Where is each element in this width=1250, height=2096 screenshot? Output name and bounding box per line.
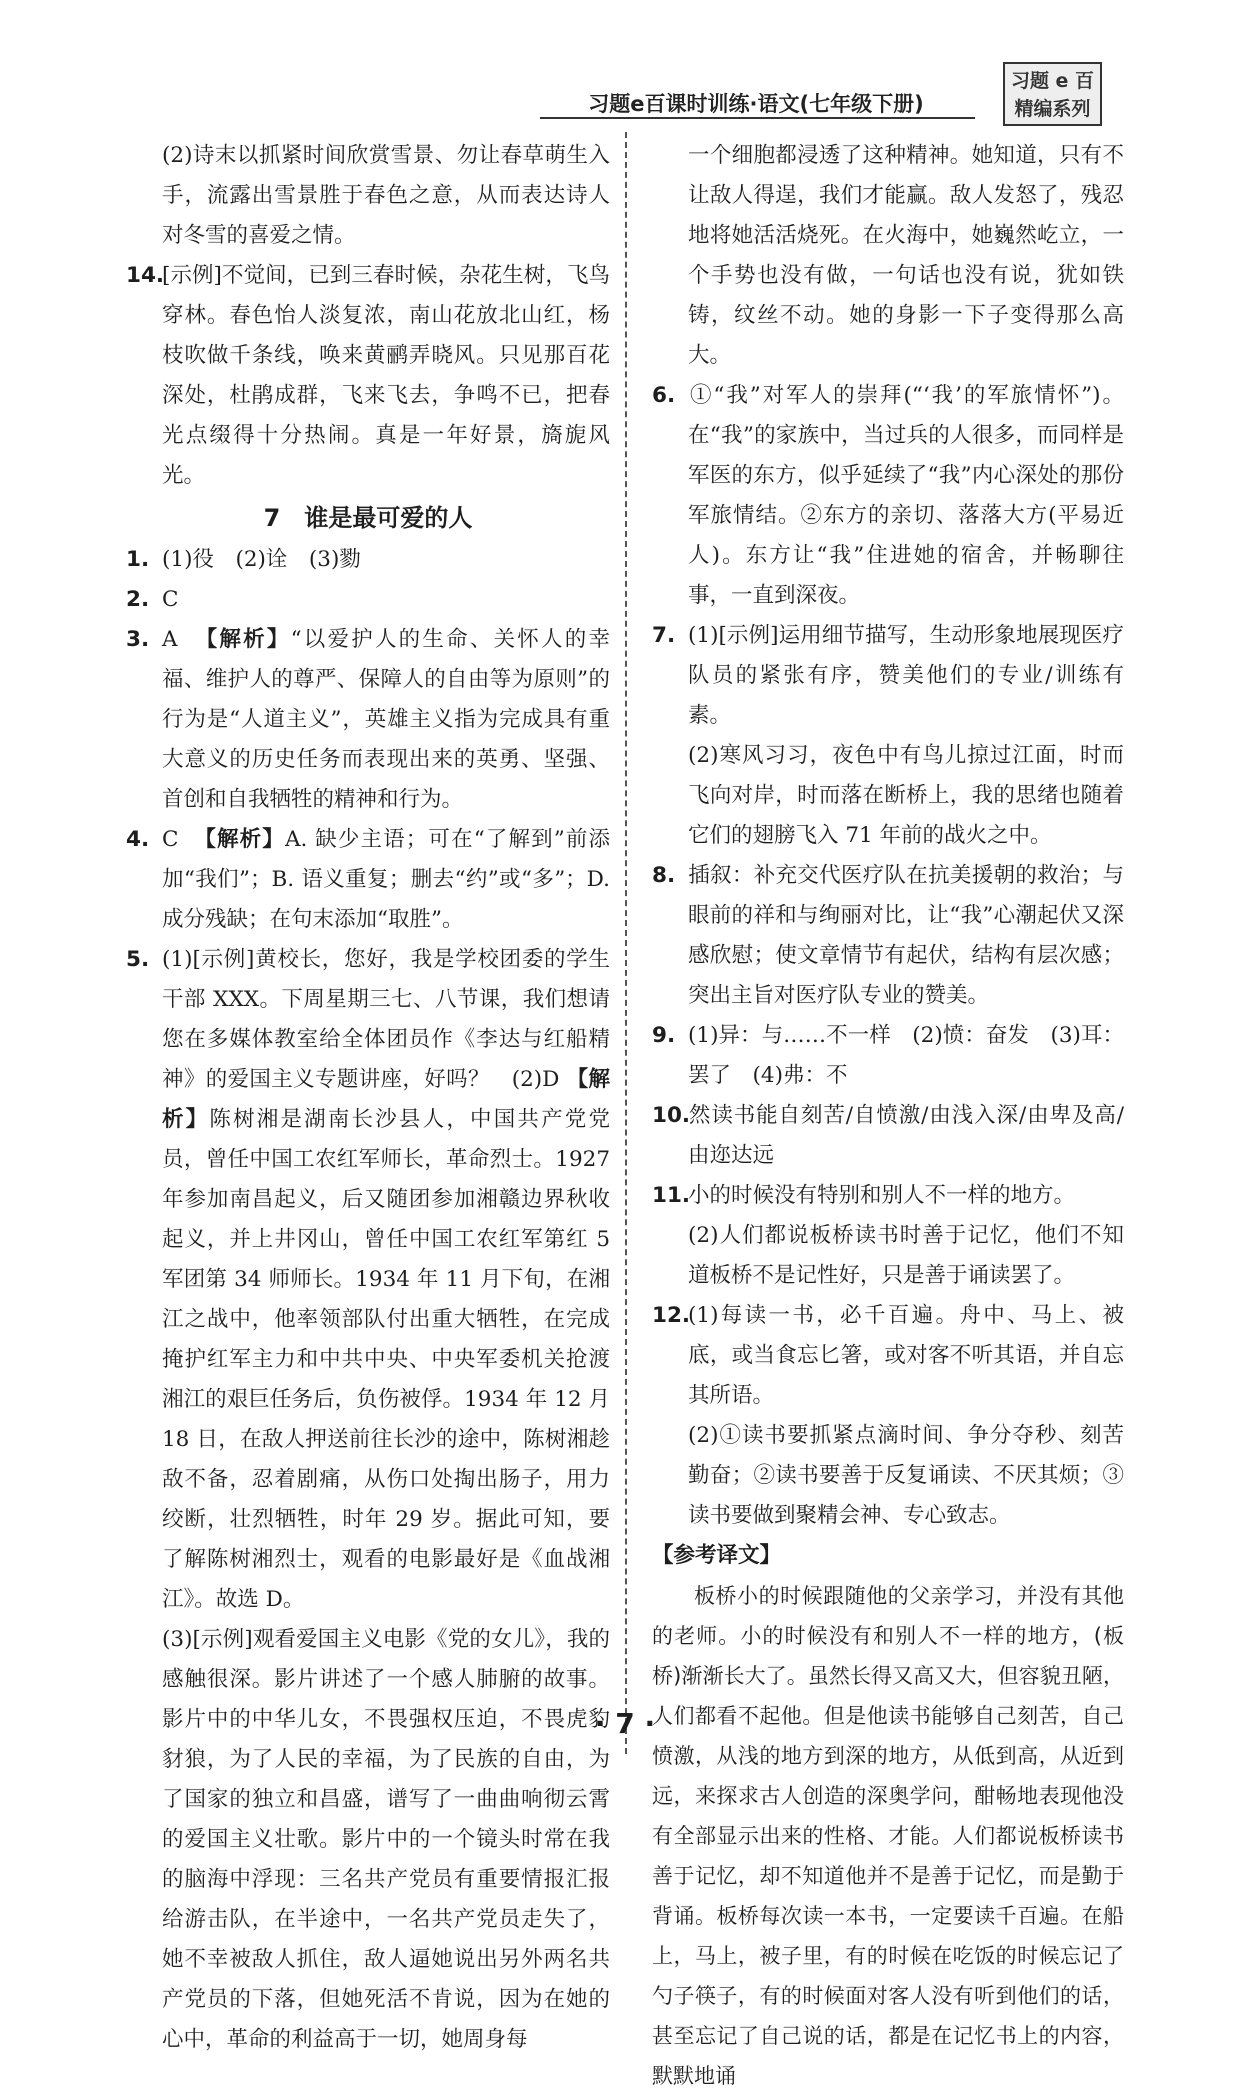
header-rule [540, 117, 975, 119]
answer-text: 陈树湘是湖南长沙县人，中国共产党党员，曾任中国工农红军师长，革命烈士。1927 年参加南昌起义，后又随团参加湘赣边界秋收起义，并上井冈山，曾任中国工农红军第红 5 军团第 34 师师长。1934 年 11 月下旬，在湘江之战中，他率领部队付出重大牺牲，在完成掩护红军主力和中共中央、中央军委机关抢渡湘江的艰巨任务后，负伤被俘。1934 年 12 月 18 日，在敌人押送前往长沙的途中，陈树湘趁敌不备，忍着剧痛，从伤口处掏出肠子，用力绞断，壮烈牺牲，时年 29 岁。据此可知，要了解陈树湘烈士，观看的电影最好是《血战湘江》。故选 D。 [162, 1107, 610, 1612]
answer-number: 5. [126, 947, 150, 972]
column-divider [625, 132, 627, 1754]
reference-translation: 板桥小的时候跟随他的父亲学习，并没有其他的老师。小的时候没有和别人不一样的地方，(板桥)渐渐长大了。虽然长得又高又大，但容貌丑陋，人们都看不起他。但是他读书能够自己刻苦，自己愤激，从浅的地方到深的地方，从低到高，从近到远，来探求古人创造的深奥学问，酣畅地表现他没有全部显示出来的性格、才能。人们都说板桥读书善于记忆，却不知道他并不是善于记忆，而是勤于背诵。板桥每次读一本书，一定要读千百遍。在船上，马上，被子里，有的时候在吃饭的时候忘记了勺子筷子，有的时候面对客人没有听到他们的话，甚至忘记了自己说的话，都是在记忆书上的内容，默默地诵 [652, 1584, 1124, 2088]
answer-text: (1)每读一书，必千百遍。舟中、马上、被底，或当食忘匕箸，或对客不听其语，并自忘其所语。 [688, 1303, 1124, 1408]
answer-number: 11. [652, 1183, 691, 1208]
answer-7-part-2: (2)寒风习习，夜色中有鸟儿掠过江面，时而飞向对岸，时而落在断桥上，我的思绪也随着它们的翅膀飞入 71 年前的战火之中。 [688, 743, 1124, 848]
answer-9 [652, 1016, 1124, 1096]
answer-choice: A [162, 627, 178, 652]
answer-text: 然读书能自刻苦/自愤激/由浅入深/由卑及高/由迩达远 [688, 1103, 1124, 1168]
left-column [126, 136, 610, 2060]
page-number: · 7 · [594, 1707, 656, 1740]
badge-line-1: 习题 e 百 [1010, 70, 1095, 92]
answer-10 [652, 1096, 1124, 1176]
answer-11-part-2: (2)人们都说板桥读书时善于记忆，他们不知道板桥不是记性好，只是善于诵读罢了。 [688, 1223, 1124, 1288]
answer-5-part-3: (3)[示例]观看爱国主义电影《党的女儿》，我的感触很深。影片讲述了一个感人肺腑的故事。影片中的中华儿女，不畏强权压迫，不畏虎豹豺狼，为了人民的幸福，为了民族的自由，为了国家的独立和昌盛，谱写了一曲曲响彻云霄的爱国主义壮歌。影片中的一个镜头时常在我的脑海中浮现：三名共产党员有重要情报汇报给游击队，在半途中，一名共产党员走失了，她不幸被敌人抓住，敌人逼她说出另外两名共产党员的下落，但她死活不肯说，因为在她的心中，革命的利益高于一切，她周身每 [162, 1627, 610, 2052]
answer-5-part-3-continued: 一个细胞都浸透了这种精神。她知道，只有不让敌人得逞，我们才能赢。敌人发怒了，残忍地将她活活烧死。在火海中，她巍然屹立，一个手势也没有做，一句话也没有说，犹如铁铸，纹丝不动。她的身影一下子变得那么高大。 [688, 143, 1124, 368]
answer-text: [示例]不觉间，已到三春时候，杂花生树，飞鸟穿林。春色怡人淡复浓，南山花放北山红，杨枝吹做千条线，唤来黄鹂弄晓风。只见那百花深处，杜鹃成群，飞来飞去，争鸣不已，把春光点缀得十分热闹。真是一年好景，旖旎风光。 [162, 263, 610, 488]
answer-2 [126, 580, 610, 620]
analysis-tag: 【解析】 [194, 827, 285, 852]
answer-number: 3. [126, 627, 150, 652]
answer-11 [652, 1176, 1124, 1216]
answer-text: (1)[示例]黄校长，您好，我是学校团委的学生干部 XXX。下周星期三七、八节课，我们想请您在多媒体教室给全体团员作《李达与红船精神》的爱国主义专题讲座，好吗？ (2)D [162, 947, 610, 1092]
reference-translation-title: 【参考译文】 [652, 1543, 782, 1568]
answer-7 [652, 616, 1124, 736]
right-column [652, 136, 1124, 2096]
answer-text: 插叙：补充交代医疗队在抗美援朝的救治；与眼前的祥和与绚丽对比，让“我”心潮起伏又深感欣慰；使文章情节有起伏，结构有层次感；突出主旨对医疗队专业的赞美。 [688, 863, 1124, 1008]
answer-choice: C [162, 827, 179, 852]
badge-line-2: 精编系列 [1014, 98, 1091, 120]
answer-13-part-2: (2)诗末以抓紧时间欣赏雪景、勿让春草萌生入手，流露出雪景胜于春色之意，从而表达诗人对冬雪的喜爱之情。 [162, 143, 610, 248]
answer-number: 9. [652, 1023, 676, 1048]
answer-text: (1)[示例]运用细节描写，生动形象地展现医疗队员的紧张有序，赞美他们的专业/训练有素。 [688, 623, 1124, 728]
answer-number: 6. [652, 383, 676, 408]
answer-1 [126, 540, 610, 580]
analysis-tag: 【解析】 [162, 1067, 610, 1132]
answer-number: 4. [126, 827, 150, 852]
answer-text: (1)异：与……不一样 (2)愤：奋发 (3)耳：罢了 (4)弗：不 [688, 1023, 1124, 1088]
answer-text: A. 缺少主语；可在“了解到”前添加“我们”；B. 语义重复；删去“约”或“多”；D. 成分残缺；在句末添加“取胜”。 [162, 827, 610, 932]
answer-8 [652, 856, 1124, 1016]
series-badge [1003, 62, 1102, 126]
answer-number: 1. [126, 547, 150, 572]
answer-text: (1)役 (2)诠 (3)勠 [162, 547, 361, 572]
answer-6 [652, 376, 1124, 616]
answer-number: 8. [652, 863, 676, 888]
answer-number: 12. [652, 1303, 691, 1328]
answer-text: ①“我”对军人的崇拜(“‘我’的军旅情怀”)。在“我”的家族中，当过兵的人很多，而同样是军医的东方，似乎延续了“我”内心深处的那份军旅情结。②东方的亲切、落落大方(平易近人)。东方让“我”住进她的宿舍，并畅聊往事，一直到深夜。 [688, 383, 1124, 608]
running-header: 习题e百课时训练·语文(七年级下册) [588, 92, 924, 116]
answer-12 [652, 1296, 1124, 1416]
answer-14 [126, 256, 610, 496]
answer-5 [126, 940, 610, 1620]
analysis-tag: 【解析】 [195, 627, 291, 652]
answer-number: 10. [652, 1103, 691, 1128]
answer-3 [126, 620, 610, 820]
answer-text: 小的时候没有特别和别人不一样的地方。 [688, 1183, 1076, 1208]
answer-number: 2. [126, 587, 150, 612]
section-title: 7 谁是最可爱的人 [263, 504, 473, 532]
answer-text: C [162, 587, 179, 612]
answer-12-part-2: (2)①读书要抓紧点滴时间、争分夺秒、刻苦勤奋；②读书要善于反复诵读、不厌其烦；③读书要做到聚精会神、专心致志。 [688, 1423, 1124, 1528]
answer-number: 7. [652, 623, 676, 648]
answer-4 [126, 820, 610, 940]
answer-number: 14. [126, 263, 165, 288]
answer-text: “以爱护人的生命、关怀人的幸福、维护人的尊严、保障人的自由等为原则”的行为是“人道主义”，英雄主义指为完成具有重大意义的历史任务而表现出来的英勇、坚强、首创和自我牺牲的精神和行为。 [162, 627, 610, 812]
